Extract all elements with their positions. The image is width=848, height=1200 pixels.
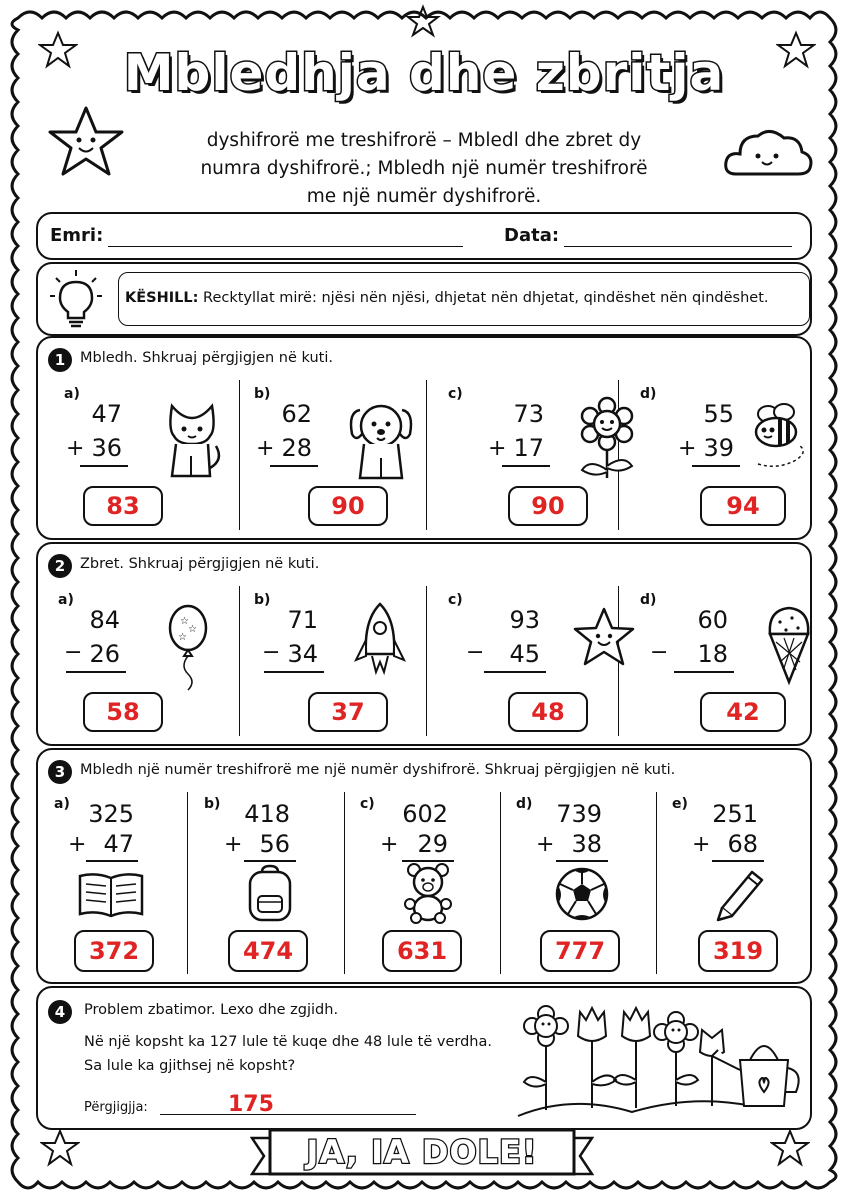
sum-line	[244, 860, 296, 862]
cloud-icon	[722, 122, 814, 182]
subtrahend: 18	[697, 640, 728, 668]
bee-icon	[748, 400, 814, 476]
sum-line	[86, 860, 138, 862]
answer-box[interactable]: 48	[508, 692, 588, 732]
addend-2: 28	[281, 434, 312, 462]
minuend: 71	[287, 606, 318, 634]
difference-line	[484, 671, 546, 673]
column-divider	[187, 792, 188, 974]
addend-2: 56	[259, 830, 290, 858]
tip-body: Recktyllat mirë: njësi nën njësi, dhjetat nën dhjetat, qindëshet nën qindëshet.	[203, 290, 769, 306]
addend-2: 38	[571, 830, 602, 858]
answer-box[interactable]: 37	[308, 692, 388, 732]
addend-1: 325	[88, 800, 134, 828]
section-instruction: Problem zbatimor. Lexo dhe zgjidh.	[84, 1002, 339, 1018]
section-4	[36, 986, 812, 1130]
item-letter: b)	[204, 796, 221, 812]
section-number: 2	[48, 554, 72, 578]
operator: +	[536, 832, 555, 857]
date-label: Data:	[504, 225, 560, 246]
puppy-icon	[346, 398, 416, 480]
star-outline-icon	[40, 1128, 80, 1168]
name-date-box	[36, 212, 812, 260]
addend-2: 17	[513, 434, 544, 462]
item-letter: a)	[54, 796, 70, 812]
operator: −	[650, 640, 669, 665]
svg-text:☆: ☆	[178, 632, 187, 643]
name-label: Emri:	[50, 225, 104, 246]
section-instruction: Zbret. Shkruaj përgjigjen në kuti.	[80, 556, 320, 572]
subtrahend: 26	[89, 640, 120, 668]
addend-1: 251	[712, 800, 758, 828]
teddy-bear-icon	[400, 862, 456, 924]
operator: +	[256, 436, 275, 461]
pencil-icon	[712, 864, 770, 922]
answer-box[interactable]: 42	[700, 692, 786, 732]
column-divider	[500, 792, 501, 974]
page-title: Mbledhja dhe zbritja	[123, 44, 725, 102]
star-outline-icon	[776, 30, 816, 70]
addend-1: 73	[513, 400, 544, 428]
addend-1: 62	[281, 400, 312, 428]
star-outline-icon	[405, 4, 441, 40]
star-outline-icon	[770, 1128, 810, 1168]
cat-icon	[160, 396, 226, 480]
addend-2: 29	[417, 830, 448, 858]
operator: +	[692, 832, 711, 857]
balloon-icon	[166, 602, 210, 692]
word-problem-answer: 175	[228, 1092, 274, 1117]
addend-2: 39	[703, 434, 734, 462]
addend-1: 418	[244, 800, 290, 828]
minuend: 60	[697, 606, 728, 634]
operator: −	[466, 640, 485, 665]
problem-text-line-1: Në një kopsht ka 127 lule të kuqe dhe 48 lule të verdha.	[84, 1034, 492, 1050]
section-3	[36, 748, 812, 984]
operator: +	[678, 436, 697, 461]
operator: +	[224, 832, 243, 857]
addend-1: 602	[402, 800, 448, 828]
answer-box[interactable]: 372	[74, 930, 154, 972]
ice-cream-icon	[764, 602, 814, 688]
minuend: 93	[509, 606, 540, 634]
column-divider	[426, 586, 427, 736]
item-letter: c)	[360, 796, 375, 812]
subtitle: dyshifrorë me treshifrorë – Mbledl dhe zbret dy numra dyshifrorë.; Mbledh një numër treshifrorë me një numër dyshifrorë.	[200, 130, 648, 207]
smiling-star-icon	[572, 606, 636, 668]
flower-icon	[576, 396, 638, 480]
sum-line	[692, 465, 740, 467]
operator: +	[380, 832, 399, 857]
section-1	[36, 336, 812, 540]
difference-line	[674, 671, 734, 673]
svg-text:☆: ☆	[188, 624, 197, 635]
addend-1: 739	[556, 800, 602, 828]
smiling-star-icon	[46, 104, 126, 180]
answer-box[interactable]: 474	[228, 930, 308, 972]
subtrahend: 34	[287, 640, 318, 668]
item-letter: a)	[64, 386, 80, 402]
difference-line	[264, 671, 324, 673]
section-instruction: Mbledh një numër treshifrorë me një numër dyshifrorë. Shkruaj përgjigjen në kuti.	[80, 762, 676, 778]
item-letter: e)	[672, 796, 688, 812]
answer-box[interactable]: 90	[308, 486, 388, 526]
sum-line	[80, 465, 128, 467]
section-2	[36, 542, 812, 746]
answer-box[interactable]: 83	[83, 486, 163, 526]
item-letter: c)	[448, 386, 463, 402]
backpack-icon	[242, 864, 298, 924]
lightbulb-icon	[50, 268, 102, 330]
item-letter: b)	[254, 386, 271, 402]
footer-text: JA, IA DOLE!	[306, 1133, 538, 1171]
answer-box[interactable]: 94	[700, 486, 786, 526]
addend-1: 47	[91, 400, 122, 428]
sum-line	[556, 860, 608, 862]
answer-box[interactable]: 58	[83, 692, 163, 732]
addend-2: 47	[103, 830, 134, 858]
answer-box[interactable]: 631	[382, 930, 462, 972]
item-letter: b)	[254, 592, 271, 608]
addend-2: 36	[91, 434, 122, 462]
sum-line	[270, 465, 318, 467]
book-icon	[76, 870, 146, 920]
operator: −	[64, 640, 83, 665]
name-field[interactable]	[108, 246, 463, 247]
answer-label: Përgjigjja:	[84, 1100, 148, 1115]
section-number: 1	[48, 348, 72, 372]
item-letter: c)	[448, 592, 463, 608]
star-outline-icon	[38, 30, 78, 70]
section-number: 4	[48, 1000, 72, 1024]
operator: +	[488, 436, 507, 461]
soccer-ball-icon	[554, 866, 610, 922]
operator: +	[68, 832, 87, 857]
flower-garden-icon	[512, 1002, 804, 1122]
section-instruction: Mbledh. Shkruaj përgjigjen në kuti.	[80, 350, 333, 366]
answer-box[interactable]: 319	[698, 930, 778, 972]
answer-line[interactable]	[160, 1114, 416, 1115]
minuend: 84	[89, 606, 120, 634]
column-divider	[344, 792, 345, 974]
tip-label: KËSHILL:	[125, 290, 199, 306]
column-divider	[239, 380, 240, 530]
operator: −	[262, 640, 281, 665]
date-field[interactable]	[564, 246, 792, 247]
column-divider	[426, 380, 427, 530]
rocket-icon	[352, 600, 408, 684]
addend-1: 55	[703, 400, 734, 428]
svg-text:☆: ☆	[180, 616, 189, 627]
item-letter: d)	[640, 386, 657, 402]
sum-line	[502, 465, 550, 467]
column-divider	[239, 586, 240, 736]
tip-text	[125, 290, 769, 306]
section-number: 3	[48, 760, 72, 784]
column-divider	[656, 792, 657, 974]
difference-line	[66, 671, 126, 673]
problem-text-line-2: Sa lule ka gjithsej në kopsht?	[84, 1058, 296, 1074]
sum-line	[712, 860, 764, 862]
item-letter: a)	[58, 592, 74, 608]
operator: +	[66, 436, 85, 461]
answer-box[interactable]: 777	[540, 930, 620, 972]
item-letter: d)	[640, 592, 657, 608]
subtrahend: 45	[509, 640, 540, 668]
addend-2: 68	[727, 830, 758, 858]
answer-box[interactable]: 90	[508, 486, 588, 526]
item-letter: d)	[516, 796, 533, 812]
